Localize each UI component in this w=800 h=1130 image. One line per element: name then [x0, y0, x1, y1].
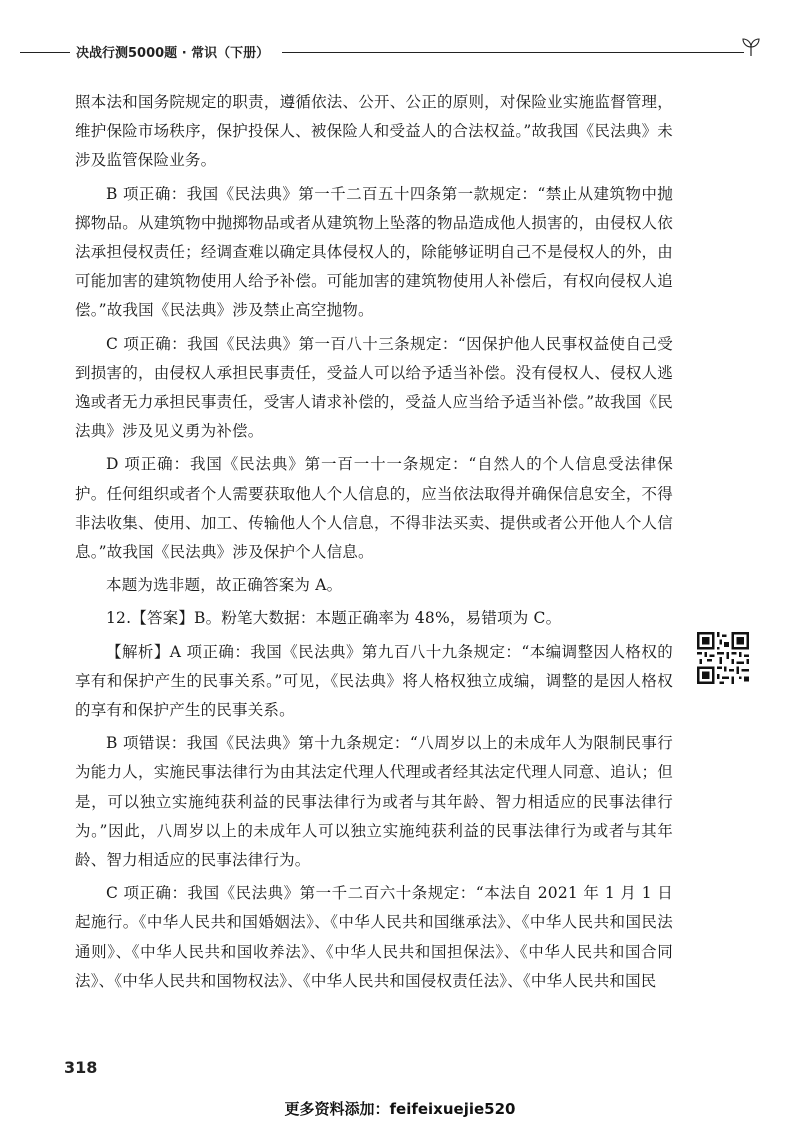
footer-note: 更多资料添加：feifeixuejie520: [284, 1100, 516, 1118]
paragraph: B 项正确：我国《民法典》第一千二百五十四条第一款规定：“禁止从建筑物中抛掷物品。从建筑物中抛掷物品或者从建筑物上坠落的物品造成他人损害的，由侵权人依法承担侵权责任；经调查难以确定具体侵权人的，除能够证明自己不是侵权人的外，由可能加害的建筑物使用人给予补偿。可能加害的建筑物使用人补偿后，有权向侵权人追偿。”故我国《民法典》涉及禁止高空抛物。: [75, 184, 673, 320]
paragraph: B 项错误：我国《民法典》第十九条规定：“八周岁以上的未成年人为限制民事行为能力人，实施民事法律行为由其法定代理人代理或者经其法定代理人同意、追认；但是，可以独立实施纯获利益的民事法律行为或者与其年龄、智力相适应的民事法律行为。”因此，八周岁以上的未成年人可以独立实施纯获利益的民事法律行为或者与其年龄、智力相适应的民事法律行为。: [75, 734, 673, 870]
sprout-icon: [740, 36, 762, 58]
paragraph: 照本法和国务院规定的职责，遵循依法、公开、公正的原则，对保险业实施监督管理，维护保险市场秩序，保护投保人、被保险人和受益人的合法权益。”故我国《民法典》未涉及监管保险业务。: [75, 93, 673, 170]
header-rule-left: [20, 52, 70, 53]
page-header: [20, 40, 762, 64]
header-title: 决战行测5000题 · 常识（下册）: [76, 46, 270, 61]
paragraph: C 项正确：我国《民法典》第一百八十三条规定：“因保护他人民事权益使自己受到损害的，由侵权人承担民事责任，受益人可以给予适当补偿。没有侵权人、侵权人逃逸或者无力承担民事责任，受害人请求补偿的，受益人应当给予适当补偿。”故我国《民法典》涉及见义勇为补偿。: [75, 334, 673, 441]
qr-code-icon: [697, 632, 749, 684]
answer-line: 12.【答案】B。粉笔大数据：本题正确率为 48%，易错项为 C。: [106, 609, 562, 628]
paragraph: D 项正确：我国《民法典》第一百一十一条规定：“自然人的个人信息受法律保护。任何组织或者个人需要获取他人个人信息的，应当依法取得并确保信息安全，不得非法收集、使用、加工、传输他人个人信息，不得非法买卖、提供或者公开他人个人信息。”故我国《民法典》涉及保护个人信息。: [75, 455, 673, 562]
answer-explanation-body: [75, 88, 673, 1000]
paragraph: 本题为选非题，故正确答案为 A。: [106, 576, 343, 595]
header-rule-right: [282, 52, 744, 53]
paragraph: 【解析】A 项正确：我国《民法典》第九百八十九条规定：“本编调整因人格权的享有和保护产生的民事关系。”可见，《民法典》将人格权独立成编，调整的是因人格权的享有和保护产生的民事关系。: [75, 642, 673, 720]
paragraph: C 项正确：我国《民法典》第一千二百六十条规定：“本法自 2021 年 1 月 1 日起施行。《中华人民共和国婚姻法》、《中华人民共和国继承法》、《中华人民共和国民法通则》、《中华人民共和国收养法》、《中华人民共和国担保法》、《中华人民共和国合同法》、《中华人民共和国物权法》、《中华人民共和国侵权责任法》、《中华人民共和国民: [75, 884, 673, 990]
page-number: 318: [64, 1058, 98, 1077]
